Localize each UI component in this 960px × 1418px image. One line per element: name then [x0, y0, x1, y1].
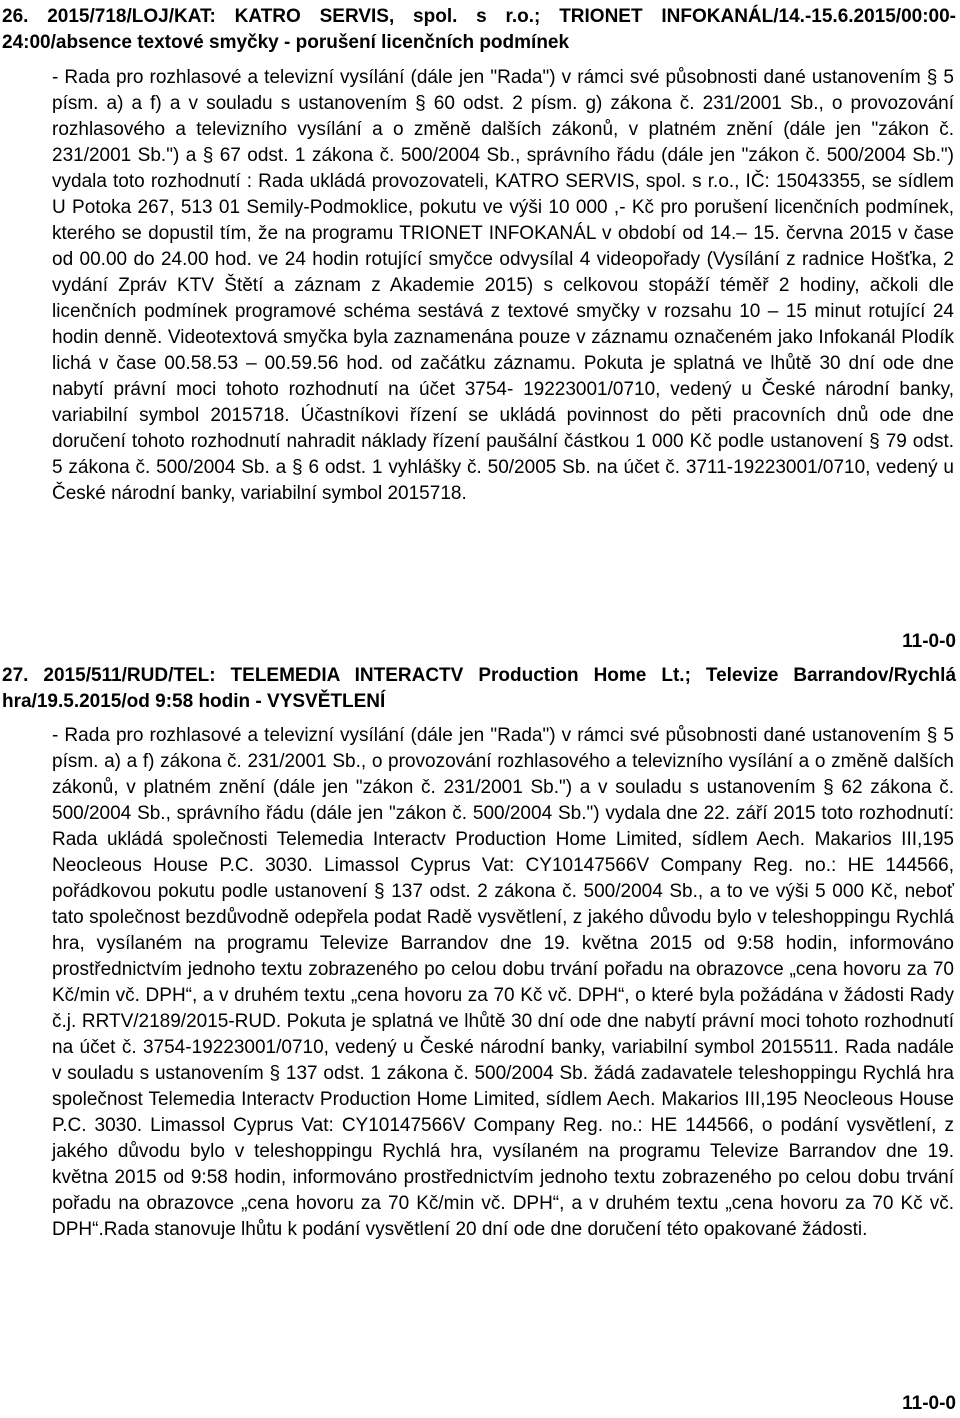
item-27-vote-result: 11-0-0 — [902, 1393, 956, 1414]
item-26-heading — [2, 4, 956, 56]
item-26-title: 2015/718/LOJ/KAT: KATRO SERVIS, spol. s r.o.; TRIONET INFOKANÁL/14.-15.6.2015/00:00-24:00/absence textové smyčky - porušení licenčních podmínek — [2, 6, 957, 53]
item-26-vote-result: 11-0-0 — [902, 631, 956, 652]
item-26-number: 26. — [2, 6, 29, 27]
item-27-number: 27. — [2, 665, 29, 686]
item-27-heading — [2, 663, 956, 715]
item-27-body: - Rada pro rozhlasové a televizní vysílání (dále jen "Rada") v rámci své působnosti dané ustanovením § 5 písm. a) a f) zákona č. 231/2001 Sb., o provozování rozhlasového a televizního vysílání a o změně dalších zákonů, v platném znění (dále jen "zákon č. 231/2001 Sb.") a v souladu s ustanovením § 62 zákona č. 500/2004 Sb., správního řádu (dále jen "zákon č. 500/2004 Sb.") vydala dne 22. září 2015 toto rozhodnutí: Rada ukládá společnosti Telemedia Interactv Production Home Limited, sídlem Aech. Makarios III,195 Neocleous House P.C. 3030. Limassol Cyprus Vat: CY10147566V Company Reg. no.: HE 144566, pořádkovou pokutu podle ustanovení § 137 odst. 2 zákona č. 500/2004 Sb., a to ve výši 5 000 Kč, neboť tato společnost bezdůvodně odepřela podat Radě vysvětlení, z jakého důvodu bylo v teleshoppingu Rychlá hra, vysílaném na programu Televize Barrandov dne 19. května 2015 od 9:58 hodin, informováno prostřednictvím jednoho textu zobrazeného po celou dobu trvání pořadu na obrazovce „cena hovoru za 70 Kč/min vč. DPH“, a v druhém textu „cena hovoru za 70 Kč vč. DPH“, o které byla požádána v žádosti Rady č.j. RRTV/2189/2015-RUD. Pokuta je splatná ve lhůtě 30 dní ode dne nabytí právní moci tohoto rozhodnutí na účet č. 3754-19223001/0710, vedený u České národní banky, variabilní symbol 2015511. Rada nadále v souladu s ustanovením § 137 odst. 1 zákona č. 500/2004 Sb. žádá zadavatele teleshoppingu Rychlá hra společnost Telemedia Interactv Production Home Limited, sídlem Aech. Makarios III,195 Neocleous House P.C. 3030. Limassol Cyprus Vat: CY10147566V Company Reg. no.: HE 144566, o podání vysvětlení, z jakého důvodu bylo v teleshoppingu Rychlá hra, vysílaném na programu Televize Barrandov dne 19. května 2015 od 9:58 hodin, informováno prostřednictvím jednoho textu zobrazeného po celou dobu trvání pořadu na obrazovce „cena hovoru za 70 Kč/min vč. DPH“, a v druhém textu „cena hovoru za 70 Kč vč. DPH“.Rada stanovuje lhůtu k podání vysvětlení 20 dní ode dne doručení této opakované žádosti. — [52, 725, 954, 1240]
item-27-title: 2015/511/RUD/TEL: TELEMEDIA INTERACTV Production Home Lt.; Televize Barrandov/Rychlá hra/19.5.2015/od 9:58 hodin - VYSVĚTLENÍ — [2, 665, 957, 712]
item-26-body: - Rada pro rozhlasové a televizní vysílání (dále jen "Rada") v rámci své působnosti dané ustanovením § 5 písm. a) a f) a v souladu s ustanovením § 60 odst. 2 písm. g) zákona č. 231/2001 Sb., o provozování rozhlasového a televizního vysílání a o změně dalších zákonů, v platném znění (dále jen "zákon č. 231/2001 Sb.") a § 67 odst. 1 zákona č. 500/2004 Sb., správního řádu (dále jen "zákon č. 500/2004 Sb.") vydala toto rozhodnutí : Rada ukládá provozovateli, KATRO SERVIS, spol. s r.o., IČ: 15043355, se sídlem U Potoka 267, 513 01 Semily-Podmoklice, pokutu ve výši 10 000 ,- Kč pro porušení licenčních podmínek, kterého se dopustil tím, že na programu TRIONET INFOKANÁL v období od 14.– 15. června 2015 v čase od 00.00 do 24.00 hod. ve 24 hodin rotující smyčce odvysílal 4 videopořady (Vysílání z radnice Hošťka, 2 vydání Zpráv KTV Štětí a záznam z Akademie 2015) s celkovou stopáží téměř 2 hodiny, ačkoli dle licenčních podmínek programové schéma sestává z textové smyčky v rozsahu 10 – 15 minut rotující 24 hodin denně. Videotextová smyčka byla zaznamenána pouze v záznamu označeném jako Infokanál Plodík lichá v čase 00.58.53 – 00.59.56 hod. od začátku záznamu. Pokuta je splatná ve lhůtě 30 dní ode dne nabytí právní moci tohoto rozhodnutí na účet 3754- 19223001/0710, vedený u České národní banky, variabilní symbol 2015718. Účastníkovi řízení se ukládá povinnost do pěti pracovních dnů ode dne doručení tohoto rozhodnutí nahradit náklady řízení paušální částkou 1 000 Kč podle ustanovení § 79 odst. 5 zákona č. 500/2004 Sb. a § 6 odst. 1 vyhlášky č. 50/2005 Sb. na účet č. 3711-19223001/0710, vedený u České národní banky, variabilní symbol 2015718. — [52, 67, 954, 504]
